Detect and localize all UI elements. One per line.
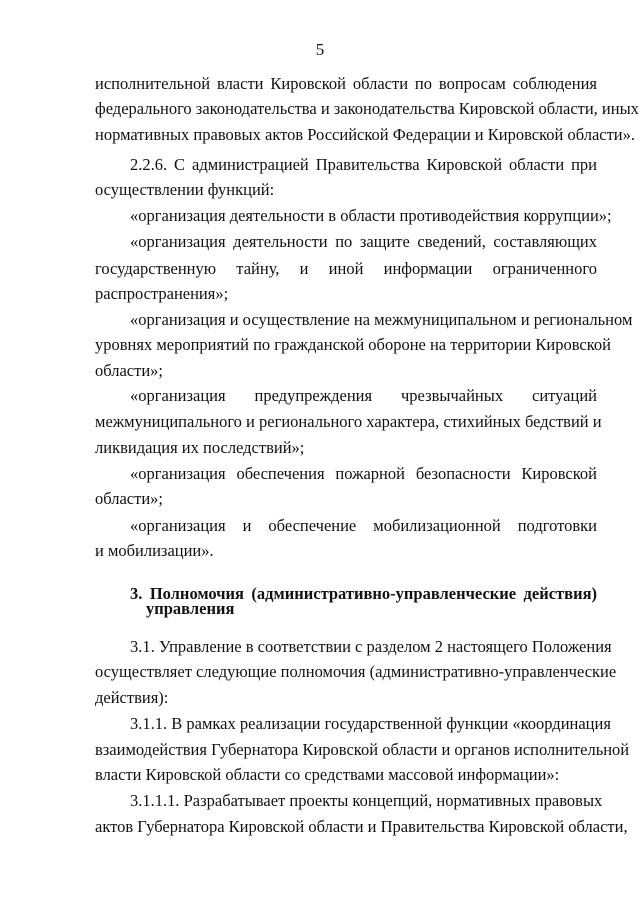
text-line: ликвидация их последствий»; [95, 438, 305, 457]
text-line: власти Кировской области со средствами массовой информации»: [95, 765, 560, 784]
text-line: действия): [95, 688, 169, 707]
section-heading: 3. Полномочия (административно-управленческие действия) [130, 584, 597, 603]
text-line: 2.2.6. С администрацией Правительства Кировской области при [130, 155, 597, 174]
text-line: области»; [95, 361, 163, 380]
text-line: осуществлении функций: [95, 180, 275, 199]
text-line: исполнительной власти Кировской области по вопросам соблюдения [95, 74, 597, 93]
text-line: актов Губернатора Кировской области и Правительства Кировской области, [95, 817, 628, 836]
text-line: 3.1.1. В рамках реализации государственной функции «координация [130, 714, 611, 733]
text-line: федерального законодательства и законодательства Кировской области, иных [95, 99, 639, 118]
text-line: 3.1.1.1. Разрабатывает проекты концепций, нормативных правовых [130, 791, 603, 810]
section-heading-continuation: управления [146, 599, 235, 618]
text-line: межмуниципального и регионального характера, стихийных бедствий и [95, 412, 602, 431]
text-line: осуществляет следующие полномочия (административно-управленческие [95, 662, 617, 681]
text-line: «организация и обеспечение мобилизационной подготовки [130, 516, 597, 535]
text-line: государственную тайну, и иной информации ограниченного [95, 259, 597, 278]
text-line: и мобилизации». [95, 541, 214, 560]
text-line: «организация предупреждения чрезвычайных ситуаций [130, 386, 597, 405]
text-line: области»; [95, 489, 163, 508]
text-line: нормативных правовых актов Российской Федерации и Кировской области». [95, 125, 636, 144]
text-line: распространения»; [95, 284, 229, 303]
text-line: уровнях мероприятий по гражданской обороне на территории Кировской [95, 335, 612, 354]
text-line: «организация обеспечения пожарной безопасности Кировской [130, 464, 597, 483]
text-line: «организация деятельности в области противодействия коррупции»; [130, 206, 612, 225]
page-number: 5 [315, 40, 325, 59]
text-line: «организация деятельности по защите сведений, составляющих [130, 232, 597, 251]
text-line: «организация и осуществление на межмуниципальном и региональном [130, 310, 633, 329]
text-line: 3.1. Управление в соответствии с разделом 2 настоящего Положения [130, 637, 612, 656]
text-line: взаимодействия Губернатора Кировской области и органов исполнительной [95, 740, 630, 759]
